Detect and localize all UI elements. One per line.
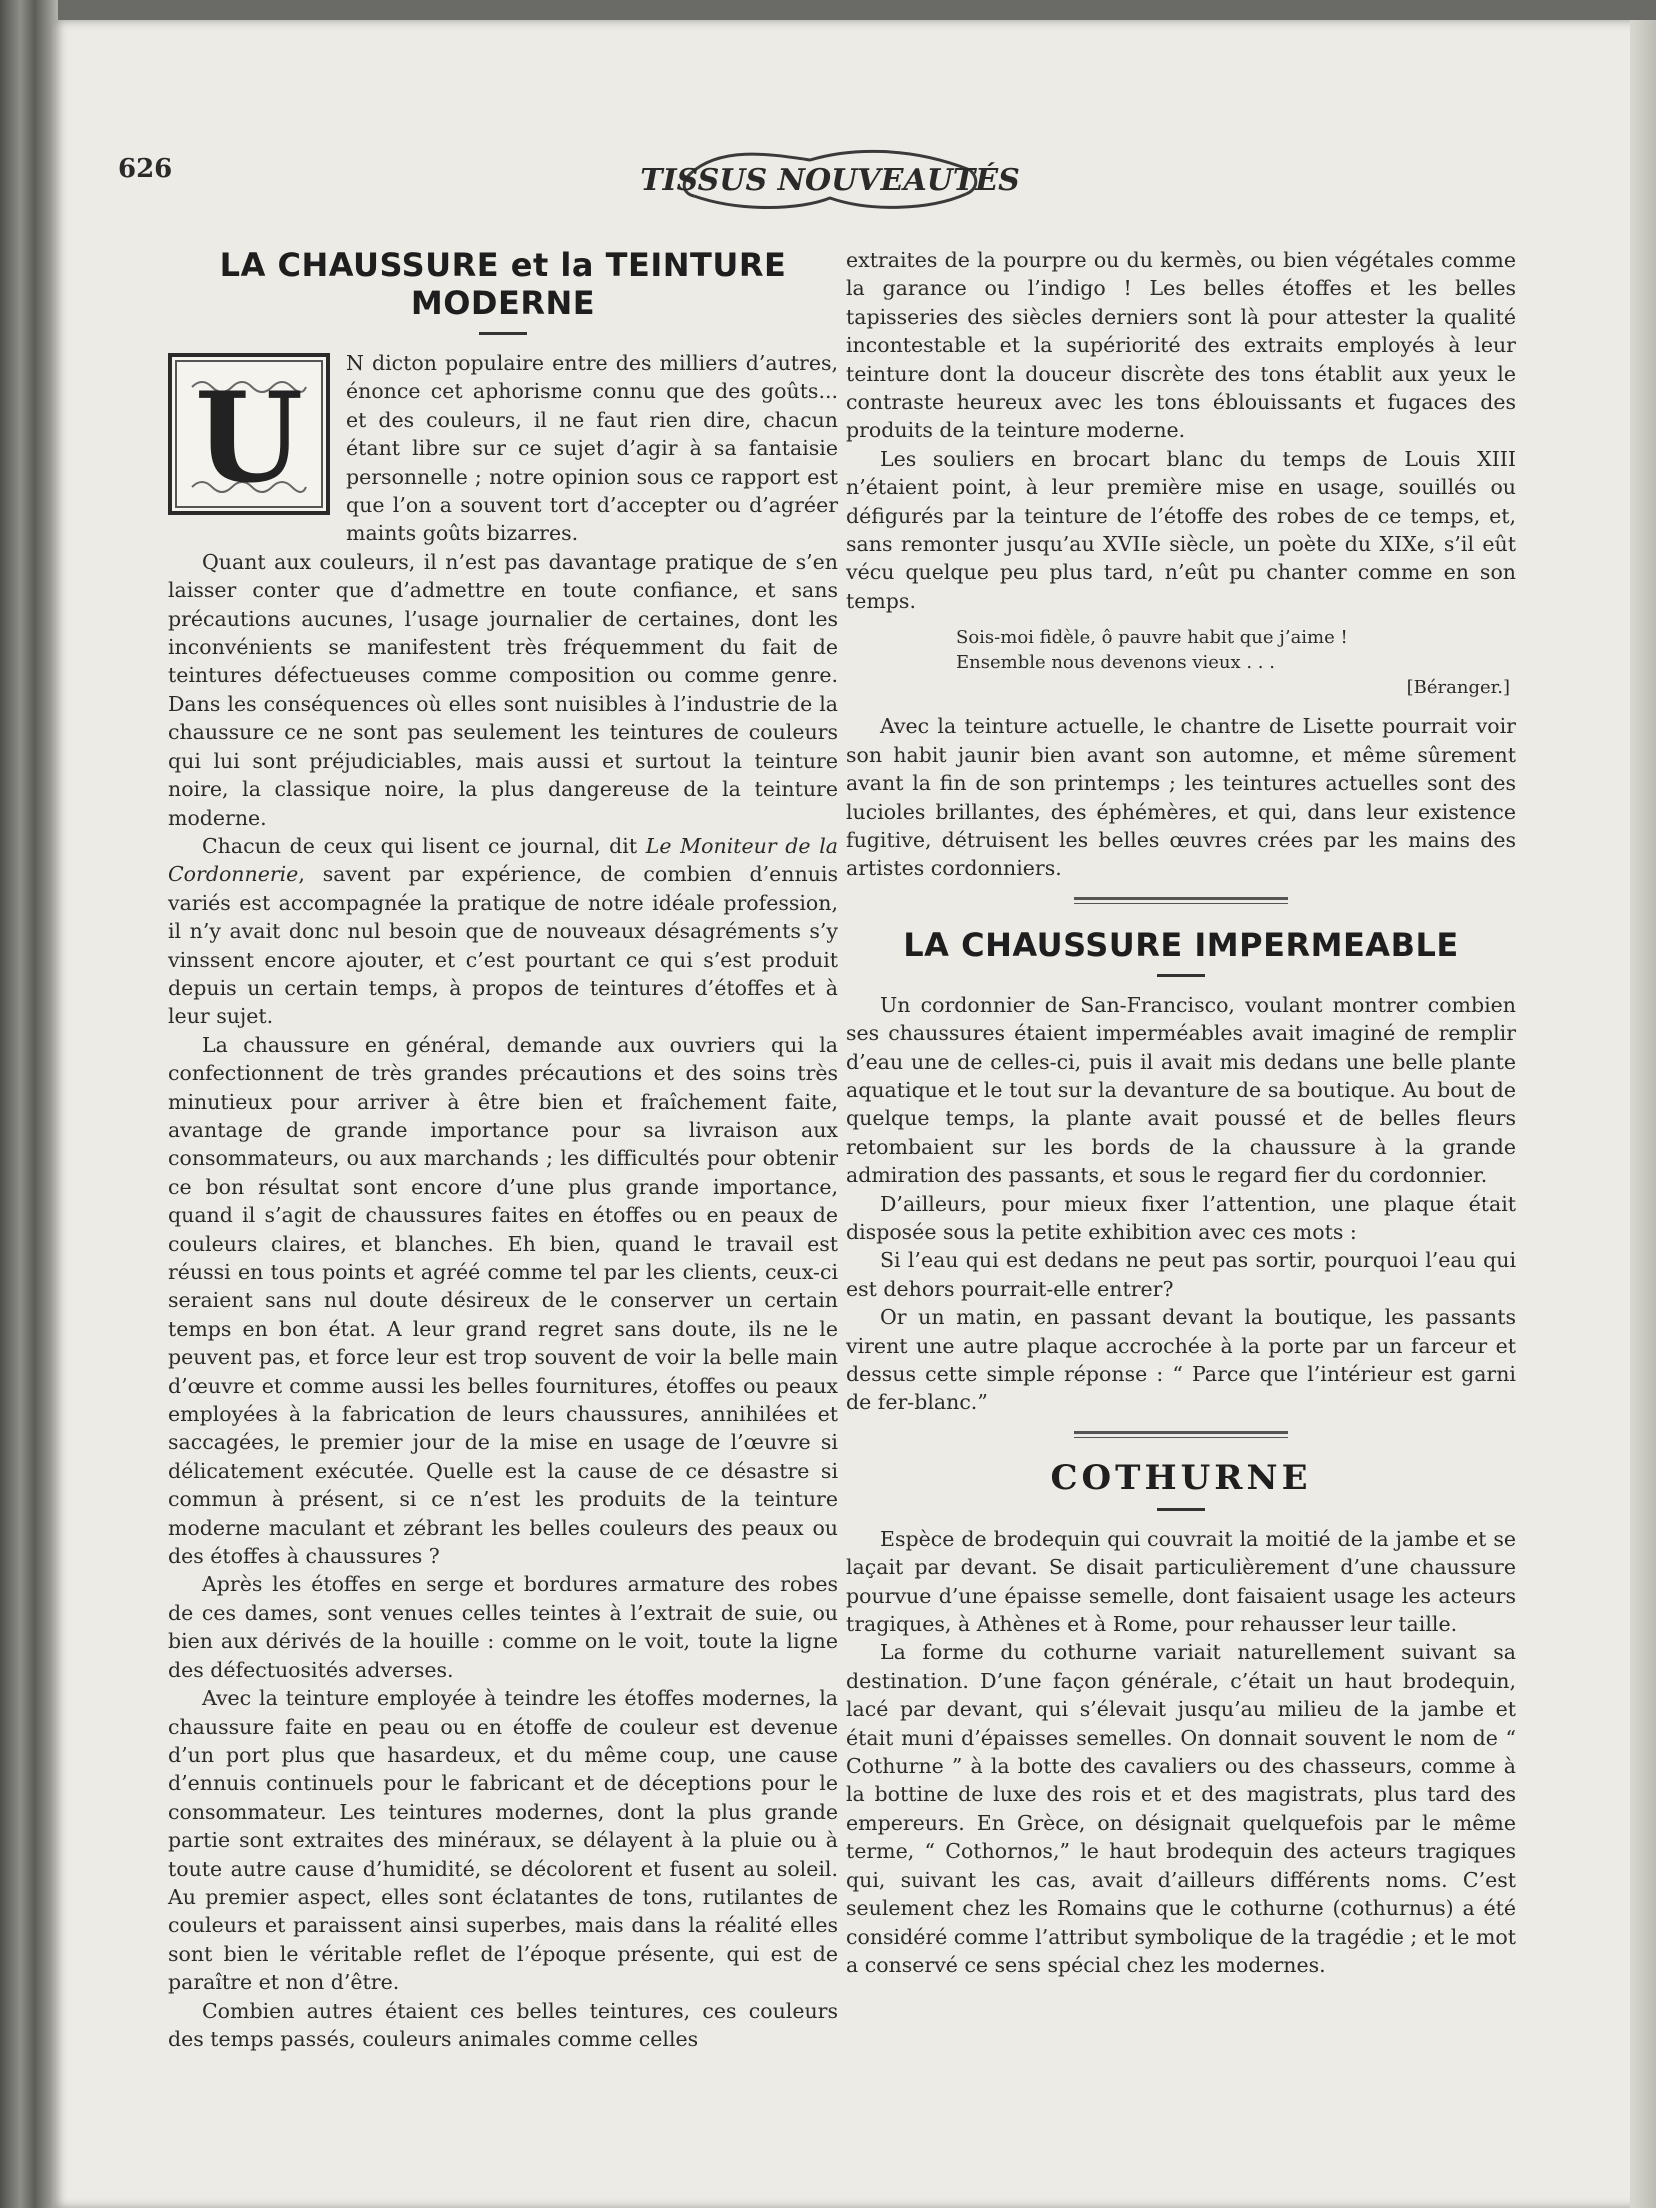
paragraph: extraites de la pourpre ou du kermès, ou bien végétales comme la garance ou l’indigo ! Les belles étoffes et les belles tapisseries des siècles derniers sont là pour attester la qualité incontestable et la supériorité des extraits employés à leur teinture dont la douceur discrète des tons établit aux yeux le contraste heureux avec les tons éblouissants et fugaces des produits de la teinture moderne. [846, 248, 1516, 443]
left-column [168, 246, 838, 2053]
paragraph: Si l’eau qui est dedans ne peut pas sortir, pourquoi l’eau qui est dehors pourrait-elle entrer? [846, 1248, 1516, 1301]
page-edge [1630, 20, 1656, 2208]
verse-quote [956, 625, 1516, 675]
verse-attribution: [Béranger.] [1406, 677, 1510, 699]
verse-line: Sois-moi fidèle, ô pauvre habit que j’aime ! [956, 627, 1348, 649]
paragraph: Quant aux couleurs, il n’est pas davantage pratique de s’en laisser conter que d’admettre en toute confiance, et sans précautions aucunes, l’usage journalier de certaines, dont les inconvénients se manifestent très fréquemment du fait de teintures défectueuses comme composition ou comme genre. Dans les conséquences où elles sont nuisibles à l’industrie de la chaussure ce ne sont pas seulement les teintures de couleurs qui lui sont préjudiciables, mais aussi et surtout la teinture noire, la classique noire, la plus dangereuse de la teinture moderne. [168, 549, 838, 830]
paragraph: Après les étoffes en serge et bordures armature des robes de ces dames, sont venues celles teintes à l’extrait de suie, ou bien aux dérivés de la houille : comme on le voit, toute la ligne des défectuosités adverses. [168, 1572, 838, 1682]
paragraph: Espèce de brodequin qui couvrait la moitié de la jambe et se laçait par devant. Se disait particulièrement d’une chaussure pourvue d’une épaisse semelle, dont faisaient usage les acteurs tragiques, à Athènes et à Rome, pour rehausser leur taille. [846, 1526, 1516, 1637]
journal-name: Le Moniteur de la Cordonnerie [168, 833, 839, 887]
right-column [846, 246, 1516, 1979]
paragraph: Les souliers en brocart blanc du temps de Louis XIII n’étaient point, à leur première mise en usage, souillés ou défigurés par la teinture de l’étoffe des robes de ce temps, et, sans remonter jusqu’au XVIIe siècle, un poète du XIXe, s’il eût vécu quelque peu plus tard, n’eût pu chanter comme en son temps. [846, 446, 1516, 613]
article-title-teinture: LA CHAUSSURE et la TEINTURE MODERNE [219, 246, 787, 322]
page-number: 626 [118, 154, 173, 184]
verse-line: Ensemble nous devenons vieux . . . [956, 652, 1275, 674]
text-run: , savent par expérience, de combien d’ennuis variés est accompagnée la pratique de notre idéale profession, il n’y avait donc nul besoin que de nouveaux désagréments s’y vinssent encore ajouter, et c’est pourtant ce qui s’est produit depuis un certain temps, à propos de teintures d’étoffes et à leur sujet. [168, 862, 838, 1029]
paragraph: La forme du cothurne variait naturellement suivant sa destination. D’une façon générale, c’était un haut brodequin, lacé par devant, qui s’élevait jusqu’au milieu de la jambe et était muni d’épaisses semelles. On donnait souvent le nom de “ Cothurne ” à la botte des cavaliers ou des chasseurs, comme à la bottine de luxe des rois et et des magistrats, plus tard des empereurs. En Grèce, on désignait quelquefois par le même terme, “ Cothornos,” le haut brodequin des acteurs tragiques qui, suivant les cas, avait d’ailleurs différents noms. C’est seulement chez les Romains que le cothurne (cothurnus) a été considéré comme l’attribut symbolique de la tragédie ; et le mot a conservé ce sens spécial chez les modernes. [846, 1640, 1516, 1977]
article-title-impermeable: LA CHAUSSURE IMPERMEABLE [903, 925, 1459, 964]
article-title-cothurne: COTHURNE [1050, 1457, 1312, 1498]
paragraph: Combien autres étaient ces belles teintures, ces couleurs des temps passés, couleurs animales comme celles [168, 1998, 838, 2051]
paragraph [168, 832, 838, 1031]
paragraph: Un cordonnier de San-Francisco, voulant montrer combien ses chaussures étaient imperméables avait imaginé de remplir d’eau une de celles-ci, puis il avait mis dedans une belle plante aquatique et le tout sur la devanture de sa boutique. Au bout de quelque temps, la plante avait poussé et de belles fleurs retombaient sur les bords de la chaussure à la grande admiration des passants, et sous le regard fier du cordonnier. [846, 992, 1516, 1188]
paragraph: Or un matin, en passant devant la boutique, les passants virent une autre plaque accrochée à la porte par un farceur et dessus cette simple réponse : “ Parce que l’intérieur est garni de fer-blanc.” [846, 1305, 1516, 1415]
svg-text:U: U [194, 366, 304, 511]
svg-text:TISSUS NOUVEAUTÉS: TISSUS NOUVEAUTÉS [640, 163, 1020, 198]
title-rule [1157, 1508, 1205, 1511]
book-binding [0, 0, 58, 2208]
section-divider [1074, 1431, 1288, 1438]
paragraph: Avec la teinture actuelle, le chantre de Lisette pourrait voir son habit jaunir bien avant son automne, et même sûrement avant la fin de son printemps ; les teintures actuelles sont des lucioles brillantes, des éphémères, et qui, dans leur existence fugitive, détruisent les belles œuvres crées par les mains des artistes cordonniers. [846, 714, 1516, 881]
title-rule [479, 332, 527, 335]
paragraph: D’ailleurs, pour mieux fixer l’attention, une plaque était disposée sous la petite exhibition avec ces mots : [846, 1191, 1516, 1244]
paragraph: N dicton populaire entre des milliers d’autres, énonce cet aphorisme connu que des goûts... et des couleurs, il ne faut rien dire, chacun étant libre sur ce sujet d’agir à sa fantaisie personnelle ; notre opinion sous ce rapport est que l’on a souvent tort d’accepter ou d’agréer maints goûts bizarres. [346, 351, 838, 546]
paragraph: Avec la teinture employée à teindre les étoffes modernes, la chaussure faite en peau ou en étoffe de couleur est devenue d’un port plus que hasardeux, et du même coup, une cause d’ennuis continuels pour le fabricant et de déceptions pour le consommateur. Les teintures modernes, dont la plus grande partie sont extraites des minéraux, se délayent à la pluie ou à toute autre cause d’humidité, se décolorent et fusent au soleil. Au premier aspect, elles sont éclatantes de tons, rutilantes de couleurs et paraissent ainsi superbes, mais dans la réalité elles sont bien le véritable reflet de l’époque présente, qui est de paraître et non d’être. [168, 1686, 838, 1995]
text-run: Chacun de ceux qui lisent ce journal, dit [202, 833, 646, 858]
title-rule [1157, 974, 1205, 977]
paragraph: La chaussure en général, demande aux ouvriers qui la confectionnent de très grandes précautions et des soins très minutieux pour arriver à être bien et fraîchement faite, avantage de grande importance pour sa livraison aux consommateurs, ou aux marchands ; les difficultés pour obtenir ce bon résultat sont encore d’une plus grande importance, quand il s’agit de chaussures faites en étoffes ou en peaux de couleurs claires, et blanches. Eh bien, quand le travail est réussi en tous points et agréé comme tel par les clients, ceux-ci seraient sans nul doute désireux de le conserver un certain temps en bon état. A leur grand regret sans doute, ils ne le peuvent pas, et force leur est trop souvent de voir la belle main d’œuvre et comme aussi les belles fournitures, étoffes ou peaux employées à la fabrication de leurs chaussures, annihilées et saccagées, le premier jour de la mise en usage de l’œuvre si délicatement exécutée. Quelle est la cause de ce désastre si commun à présent, si ce n’est les produits de la teinture moderne maculant et zébrant les belles couleurs des peaux ou des étoffes à chaussures ? [168, 1032, 838, 1569]
masthead-logo [640, 140, 1020, 224]
decorative-initial-u [168, 353, 330, 515]
section-divider [1074, 897, 1288, 904]
